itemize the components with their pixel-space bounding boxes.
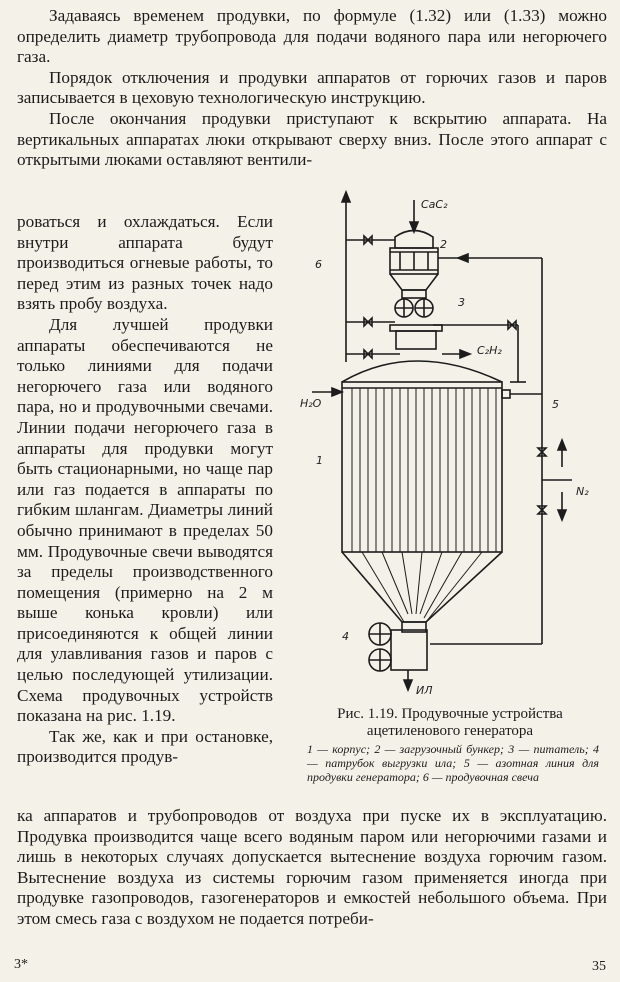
label-3: 3 (458, 296, 465, 309)
paragraph-4: Для лучшей продувки аппараты обеспечиваются не только линиями для подачи негорючего газа или водяного пара, но и продувочными свечами. Линии подачи негорючего газа в аппараты для продувки могут быть стационарными, но чаще пар или газ подается в аппараты по гибким шлангам. Диаметры линий обычно принимают в пределах 50 мм. Продувочные свечи выводятся за пределы производственного помещения (примерно на 2 м выше конька кровли) или присоединяются к общей линии для улавливания газов и паров с целью последующей утилизации. Схема продувочных устройств показана на рис. 1.19. (17, 314, 273, 726)
page-number: 35 (592, 959, 606, 974)
label-n2: N₂ (576, 485, 589, 498)
top-text-block (17, 6, 607, 171)
label-5: 5 (552, 398, 559, 411)
label-il: ИЛ (416, 684, 433, 697)
paragraph-3-start: После окончания продувки приступают к вскрытию аппарата. На вертикальных аппаратах люки открывают сверху вниз. После этого аппарат с открытыми люками оставляют вентили- (17, 108, 607, 170)
bottom-text-block (17, 806, 607, 930)
paragraph-2: Порядок отключения и продувки аппаратов от горючих газов и паров записывается в цеховую технологическую инструкцию. (17, 67, 607, 108)
figure-caption-legend: 1 — корпус; 2 — загрузочный бункер; 3 — питатель; 4 — патрубок выгрузки ила; 5 — азотная линия для продувки генератора; 6 — продувочная свеча (307, 742, 599, 784)
label-c2h2: C₂H₂ (477, 344, 502, 357)
left-column-text (17, 212, 273, 768)
label-cac2: CaC₂ (421, 198, 448, 211)
label-2: 2 (440, 238, 447, 251)
paragraph-5-continuation: ка аппаратов и трубопроводов от воздуха при пуске их в эксплуатацию. Продувка производится чаще всего водяным паром или негорючими газами и лишь в некоторых случаях допускается вытеснение воздуха горючим газом. Вытеснение воздуха из системы горючим газом применяется иногда при продувке газопроводов, газогенераторов и емкостей небольшого объема. При этом смесь газа с воздухом не подается потреби- (17, 806, 607, 928)
label-1: 1 (316, 454, 323, 467)
label-h2o: H₂O (300, 397, 322, 410)
paragraph-5-start: Так же, как и при остановке, производится продув- (17, 726, 273, 767)
signature-mark: 3* (14, 957, 28, 972)
figure-caption-title: Рис. 1.19. Продувочные устройства ацетиленового генератора (337, 706, 563, 739)
label-6: 6 (315, 258, 322, 271)
paragraph-1: Задаваясь временем продувки, по формуле (1.32) или (1.33) можно определить диаметр трубопровода для подачи водяного пара или негорючего газа. (17, 6, 607, 67)
paragraph-3-continuation: роваться и охлаждаться. Если внутри аппарата будут производиться огневые работы, то перед этим из разных точек надо взять пробу воздуха. (17, 212, 273, 314)
label-4: 4 (342, 630, 349, 643)
